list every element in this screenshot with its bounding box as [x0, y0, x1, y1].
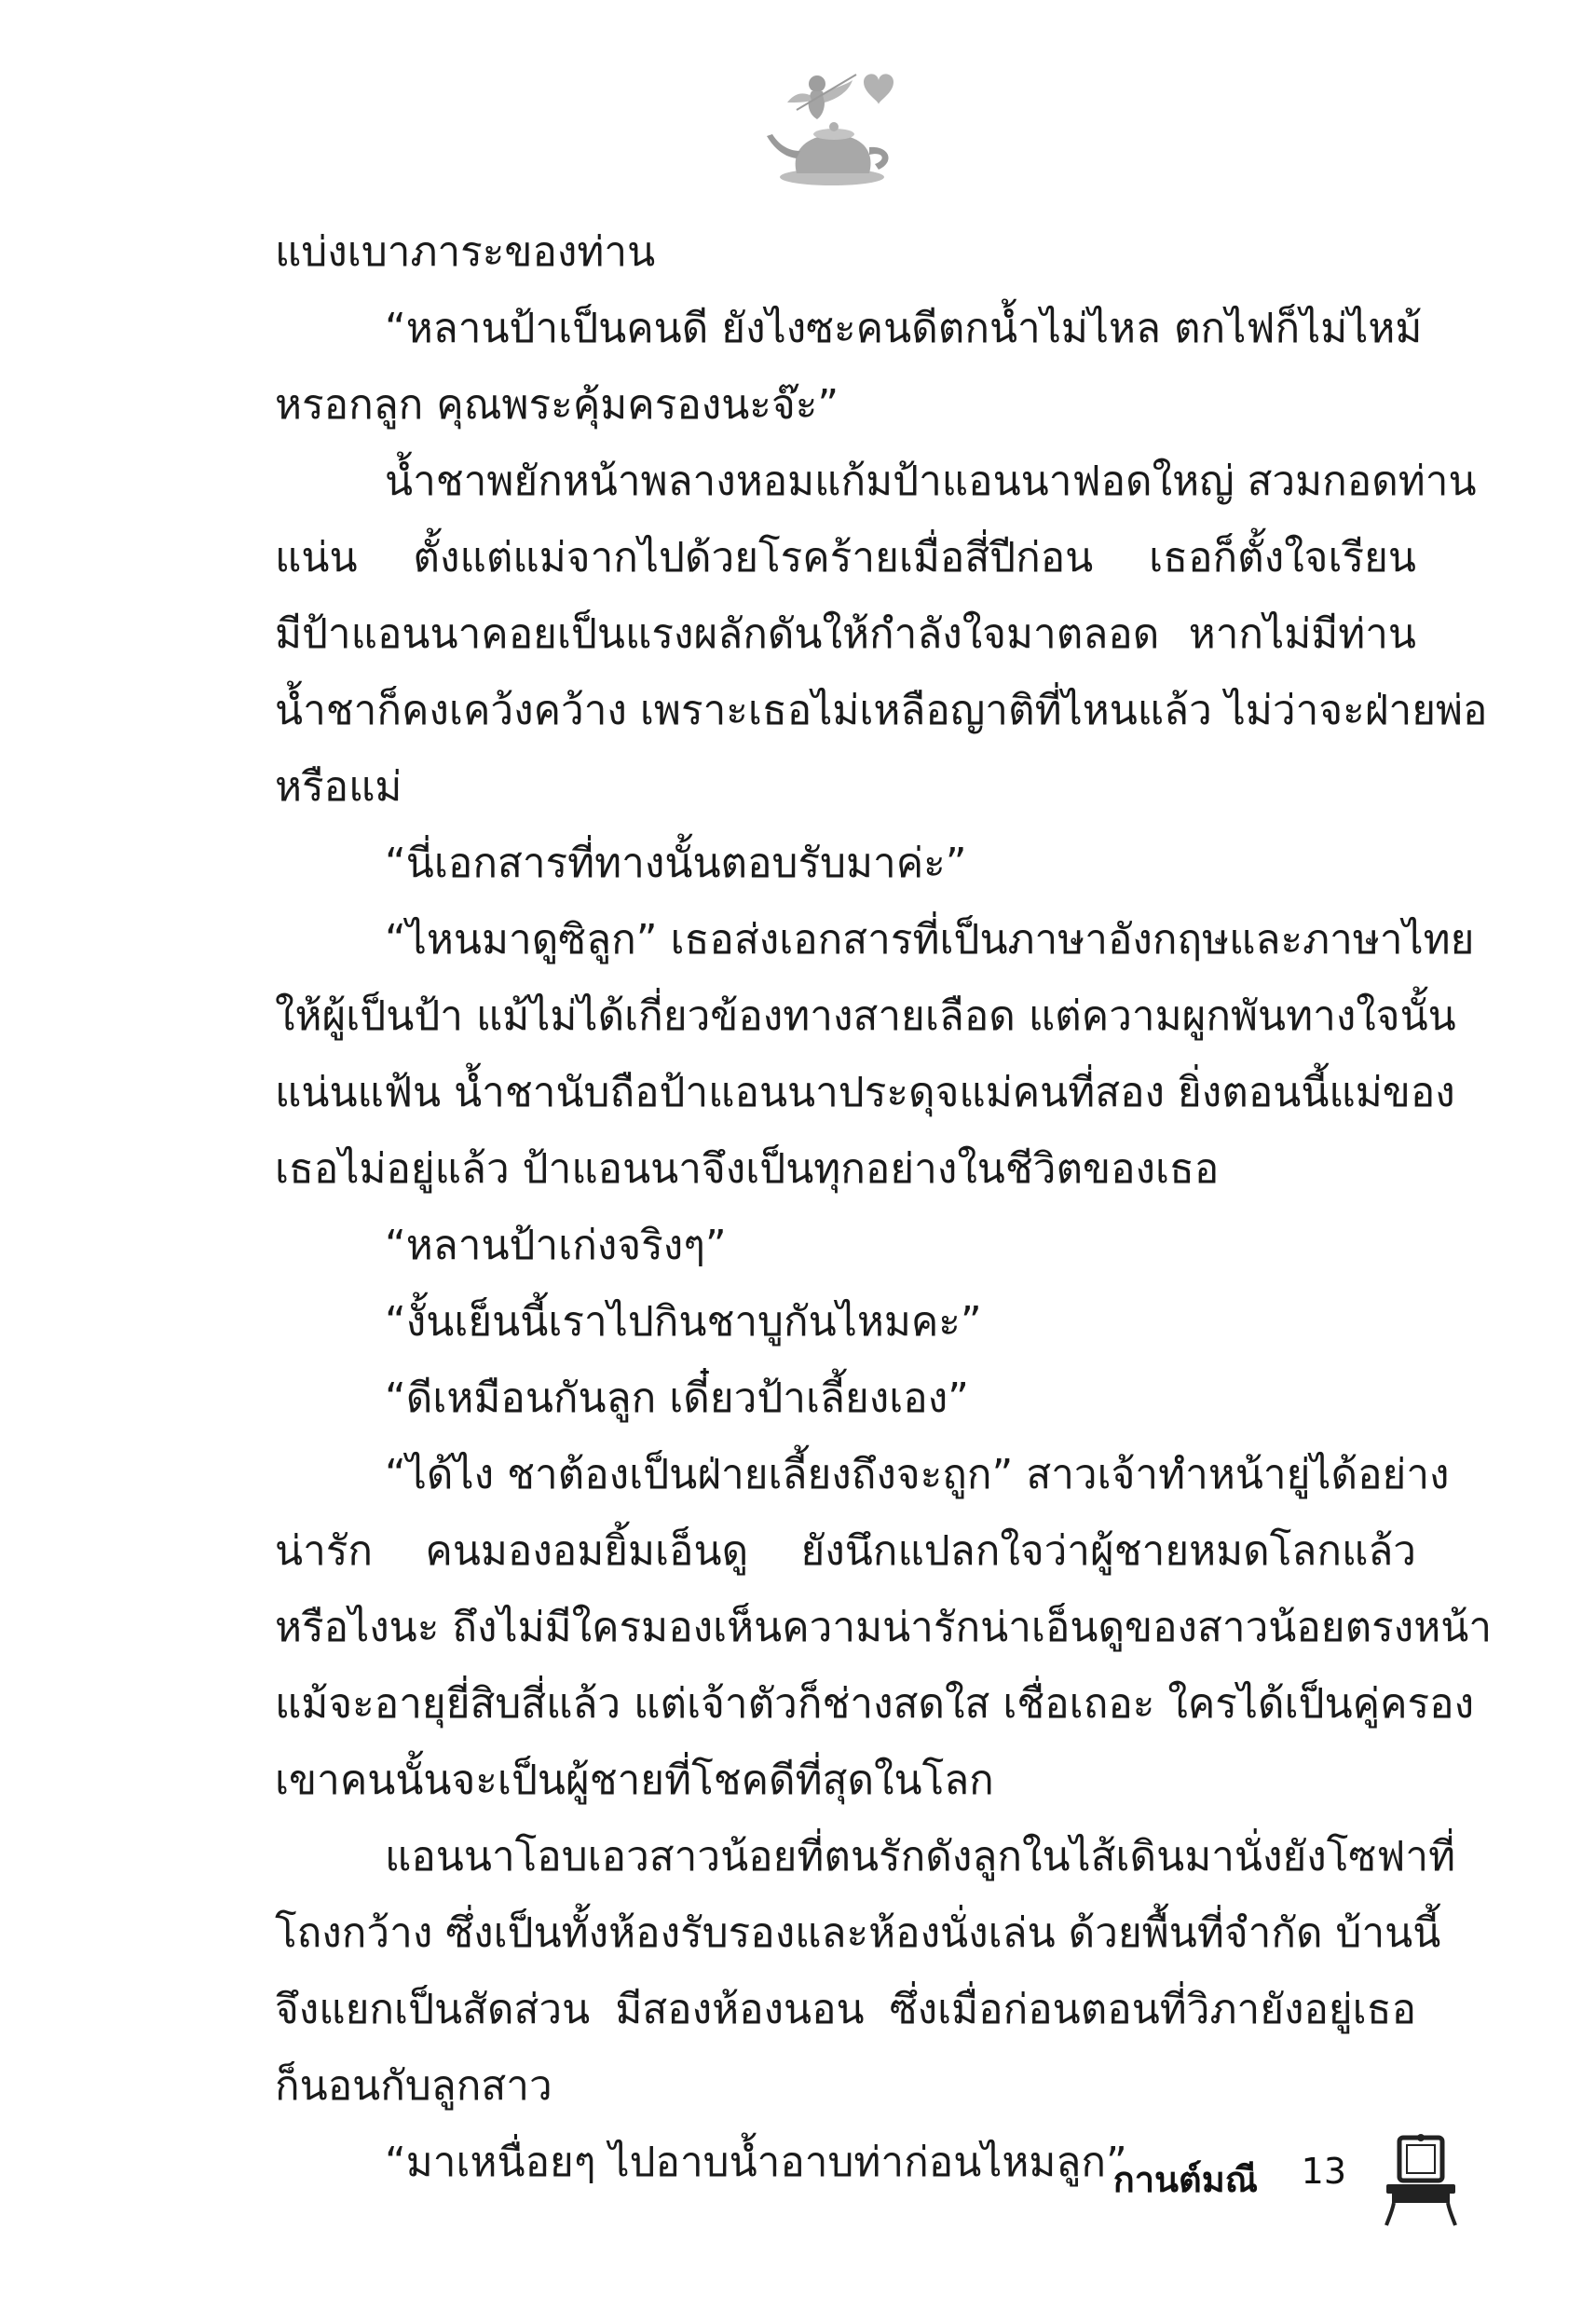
- author-name: กานต์มณี: [1112, 2159, 1258, 2200]
- text-line: น้ำชาก็คงเคว้งคว้าง เพราะเธอไม่เหลือญาติที่ไหนแล้ว ไม่ว่าจะฝ่ายพ่อ: [275, 687, 1488, 734]
- text-line: ให้ผู้เป็นป้า แม้ไม่ได้เกี่ยวข้องทางสายเลือด แต่ความผูกพันทางใจนั้น: [275, 992, 1456, 1040]
- teapot-cupid-icon: [759, 54, 908, 194]
- text-line: “ได้ไง ชาต้องเป็นฝ่ายเลี้ยงถึงจะถูก” สาวเจ้าทำหน้ายู่ได้อย่าง: [385, 1451, 1450, 1498]
- text-line: จึงแยกเป็นสัดส่วน มีสองห้องนอน ซึ่งเมื่อก่อนตอนที่วิภายังอยู่เธอ: [275, 1986, 1416, 2033]
- text-line: น่ารัก คนมองอมยิ้มเอ็นดู ยังนึกแปลกใจว่าผู้ชายหมดโลกแล้ว: [275, 1527, 1416, 1575]
- text-line: “ไหนมาดูซิลูก” เธอส่งเอกสารที่เป็นภาษาอังกฤษและภาษาไทย: [385, 916, 1475, 964]
- text-line: “งั้นเย็นนี้เราไปกินชาบูกันไหมคะ”: [385, 1298, 982, 1346]
- text-line: เธอไม่อยู่แล้ว ป้าแอนนาจึงเป็นทุกอย่างในชีวิตของเธอ: [275, 1145, 1220, 1193]
- text-line: “ดีเหมือนกันลูก เดี๋ยวป้าเลี้ยงเอง”: [385, 1374, 969, 1422]
- text-line: “นี่เอกสารที่ทางนั้นตอบรับมาค่ะ”: [385, 840, 967, 887]
- text-line: หรือไงนะ ถึงไม่มีใครมองเห็นความน่ารักน่าเอ็นดูของสาวน้อยตรงหน้า: [275, 1604, 1493, 1651]
- text-line: ก็นอนกับลูกสาว: [275, 2062, 552, 2110]
- text-line: แม้จะอายุยี่สิบสี่แล้ว แต่เจ้าตัวก็ช่างสดใส เชื่อเถอะ ใครได้เป็นคู่ครอง: [275, 1680, 1475, 1728]
- text-line: แน่นแฟ้น น้ำชานับถือป้าแอนนาประดุจแม่คนที่สอง ยิ่งตอนนี้แม่ของ: [275, 1069, 1455, 1116]
- text-line: น้ำชาพยักหน้าพลางหอมแก้มป้าแอนนาฟอดใหญ่ สวมกอดท่าน: [385, 458, 1477, 505]
- vanity-mirror-icon: [1379, 2134, 1463, 2227]
- page-number: 13: [1301, 2151, 1346, 2192]
- text-line: “มาเหนื่อยๆ ไปอาบน้ำอาบท่าก่อนไหมลูก”: [385, 2139, 1127, 2186]
- text-line: หรอกลูก คุณพระคุ้มครองนะจ๊ะ”: [275, 381, 839, 429]
- text-line: “หลานป้าเป็นคนดี ยังไงซะคนดีตกน้ำไม่ไหล ตกไฟก็ไม่ไหม้: [385, 305, 1423, 352]
- text-line: แบ่งเบาภาระของท่าน: [275, 228, 656, 276]
- text-line: “หลานป้าเก่งจริงๆ”: [385, 1222, 727, 1269]
- text-line: โถงกว้าง ซึ่งเป็นทั้งห้องรับรองและห้องนั่งเล่น ด้วยพื้นที่จำกัด บ้านนี้: [275, 1909, 1441, 1957]
- body-text: [275, 214, 1493, 2201]
- text-line: มีป้าแอนนาคอยเป็นแรงผลักดันให้กำลังใจมาตลอด หากไม่มีท่าน: [275, 610, 1416, 658]
- text-line: เขาคนนั้นจะเป็นผู้ชายที่โชคดีที่สุดในโลก: [275, 1757, 994, 1804]
- text-line: แอนนาโอบเอวสาวน้อยที่ตนรักดังลูกในไส้เดินมานั่งยังโซฟาที่: [385, 1833, 1456, 1880]
- text-line: หรือแม่: [275, 763, 402, 811]
- page-footer: [1016, 2134, 1463, 2222]
- text-line: แน่น ตั้งแต่แม่จากไปด้วยโรคร้ายเมื่อสี่ปีก่อน เธอก็ตั้งใจเรียน: [275, 534, 1416, 581]
